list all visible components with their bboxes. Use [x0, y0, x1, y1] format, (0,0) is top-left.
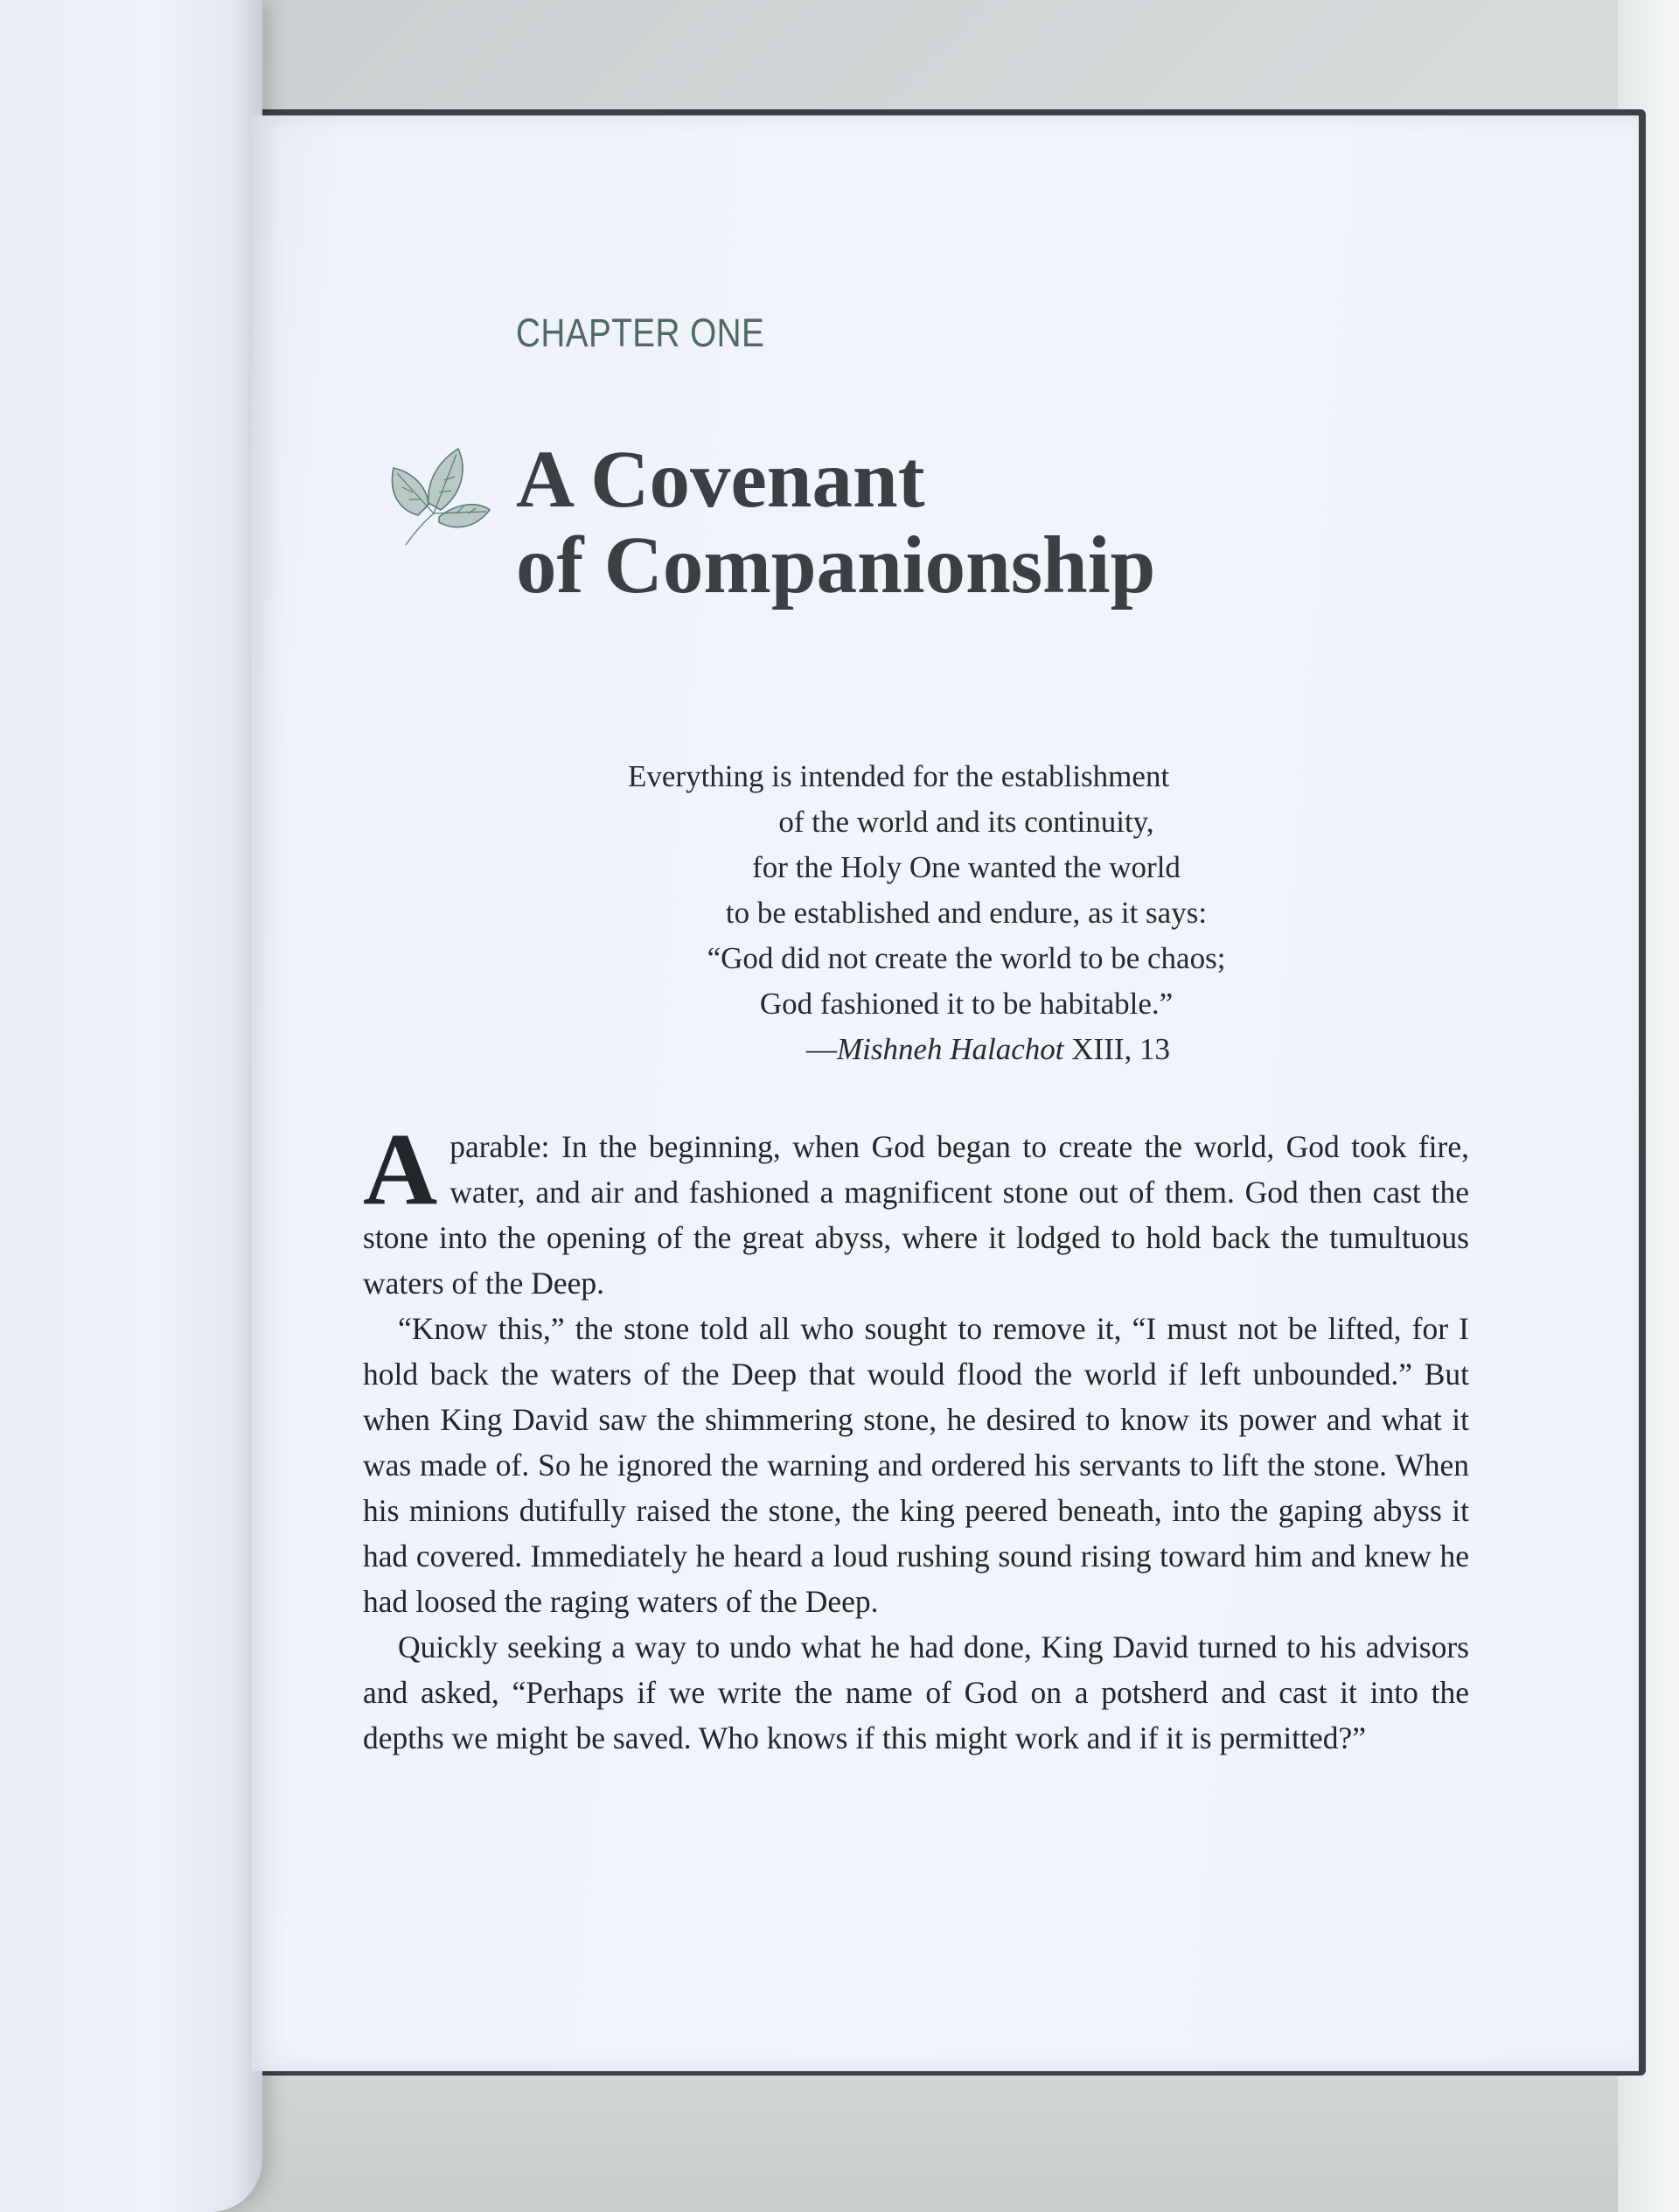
left-page [0, 0, 262, 2212]
epigraph-citation [603, 1027, 1329, 1072]
chapter-label: CHAPTER ONE [516, 311, 765, 355]
title-line-2: of Companionship [516, 520, 1156, 611]
epigraph-line: “God did not create the world to be chaos; [707, 941, 1226, 975]
drop-cap: A [363, 1112, 438, 1226]
chapter-title [516, 437, 1155, 609]
right-page [252, 115, 1639, 2071]
leaf-icon [383, 442, 492, 551]
body-text [363, 1112, 1469, 1761]
epigraph [603, 754, 1329, 1072]
paragraph-1-text: parable: In the beginning, when God began to create the world, God took fire, water, and air and fashioned a magnificent stone out of them. God then cast the stone into the opening of the great abyss, where it lodged to hold back the tumultuous waters of the Deep. [363, 1129, 1469, 1301]
citation-ref: XIII, 13 [1063, 1032, 1171, 1066]
title-line-1: A Covenant [516, 435, 925, 525]
paragraph-2: “Know this,” the stone told all who sought to remove it, “I must not be lifted, for I hold back the waters of the Deep that would flood the world if left unbounded.” But when King David saw the shimmering stone, he desired to know its power and what it was made of. So he ignored the warning and ordered his servants to lift the stone. When his minions dutifully raised the stone, the king peered beneath, into the gaping abyss it had covered. Immediately he heard a loud rushing sound rising toward him and knew he had loosed the raging waters of the Deep. [363, 1311, 1469, 1619]
citation-work: Mishneh Halachot [836, 1032, 1064, 1066]
epigraph-line: to be established and endure, as it says: [725, 896, 1208, 930]
epigraph-line: of the world and its continuity, [778, 805, 1154, 839]
paragraph-3: Quickly seeking a way to undo what he had done, King David turned to his advisors and asked, “Perhaps if we write the name of God on a potsherd and cast it into the depths we might be saved. Who knows if this might work and if it is permitted?” [363, 1629, 1469, 1755]
citation-dash: — [805, 1032, 837, 1066]
paragraph-1 [363, 1112, 1469, 1306]
epigraph-line: God fashioned it to be habitable.” [759, 987, 1174, 1021]
epigraph-line: for the Holy One wanted the world [752, 850, 1181, 884]
epigraph-line: Everything is intended for the establishment [628, 759, 1170, 793]
